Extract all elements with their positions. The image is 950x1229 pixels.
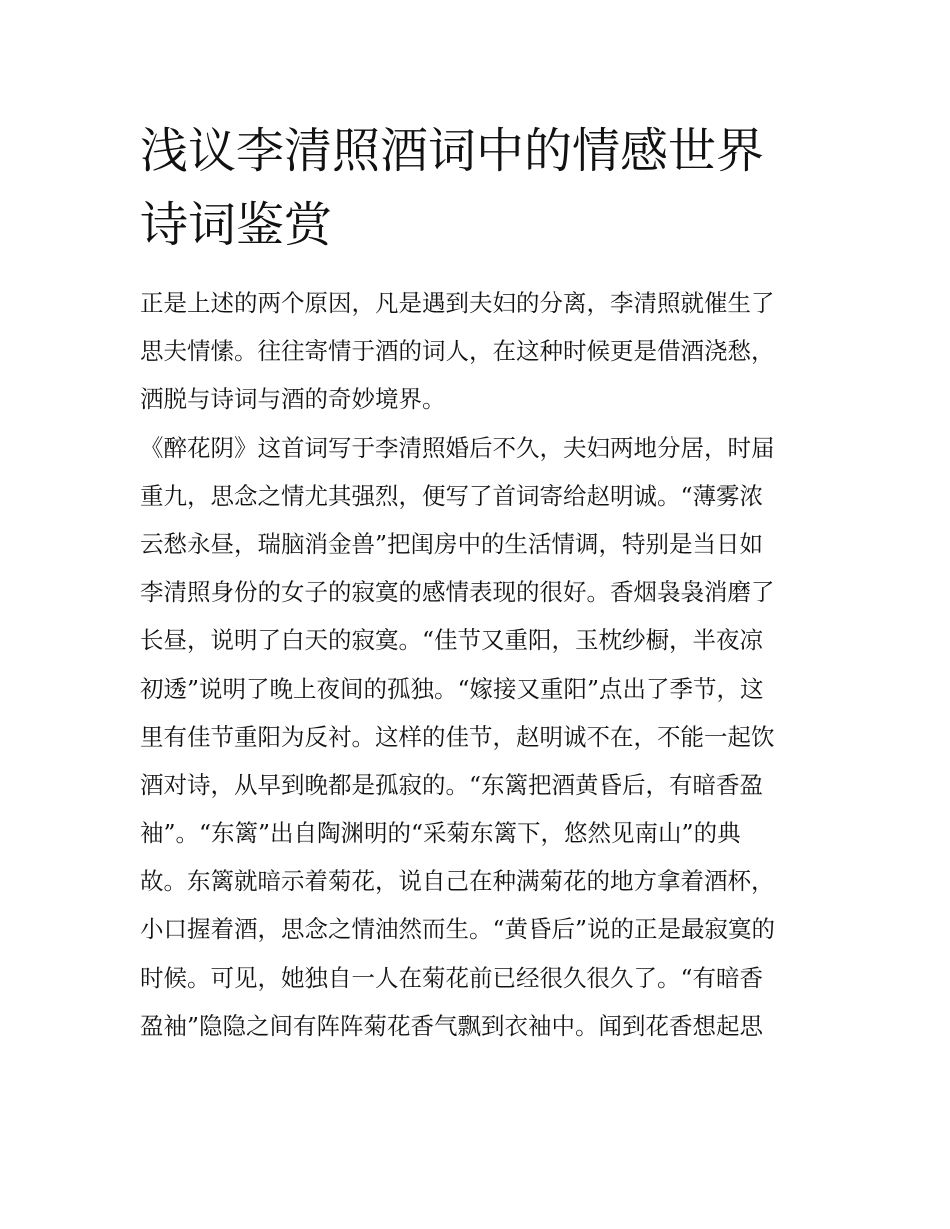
body-line: 正是上述的两个原因，凡是遇到夫妇的分离，李清照就催生了 <box>140 289 775 317</box>
body-line: 袖”。“东篱”出自陶渊明的“采菊东篱下，悠然见南山”的典 <box>140 819 741 848</box>
title-line: 诗词鉴赏 <box>140 197 333 253</box>
body-line: 洒脱与诗词与酒的奇妙境界。 <box>140 385 446 414</box>
body-line: 李清照身份的女子的寂寞的感情表现的很好。香烟袅袅消磨了 <box>140 578 775 607</box>
body-line: 重九，思念之情尤其强烈，便写了首词寄给赵明诚。“薄雾浓 <box>140 481 764 510</box>
document-title <box>140 114 820 262</box>
body-line: 酒对诗，从早到晚都是孤寂的。“东篱把酒黄昏后，有暗香盈 <box>140 770 764 799</box>
body-line: 云愁永昼，瑞脑消金兽”把闺房中的生活情调，特别是当日如 <box>140 529 764 558</box>
title-line: 浅议李清照酒词中的情感世界 <box>140 123 765 179</box>
body-line: 时候。可见，她独自一人在菊花前已经很久很久了。“有暗香 <box>140 963 764 992</box>
body-line: 初透”说明了晚上夜间的孤独。“嫁接又重阳”点出了季节，这 <box>140 674 764 703</box>
body-line: 《醉花阴》这首词写于李清照婚后不久，夫妇两地分居，时届 <box>140 433 775 462</box>
body-line: 小口握着酒，思念之情油然而生。“黄昏后”说的正是最寂寞的 <box>140 915 776 944</box>
document-body <box>140 279 830 1050</box>
body-line: 盈袖”隐隐之间有阵阵菊花香气飘到衣袖中。闻到花香想起思 <box>140 1011 764 1040</box>
body-line: 长昼，说明了白天的寂寞。“佳节又重阳，玉枕纱橱，半夜凉 <box>140 626 764 655</box>
body-line: 里有佳节重阳为反衬。这样的佳节，赵明诚不在，不能一起饮 <box>140 722 775 751</box>
body-line: 故。东篱就暗示着菊花，说自己在种满菊花的地方拿着酒杯， <box>140 867 775 896</box>
body-line: 思夫情愫。往往寄情于酒的词人，在这种时候更是借酒浇愁， <box>140 337 775 366</box>
